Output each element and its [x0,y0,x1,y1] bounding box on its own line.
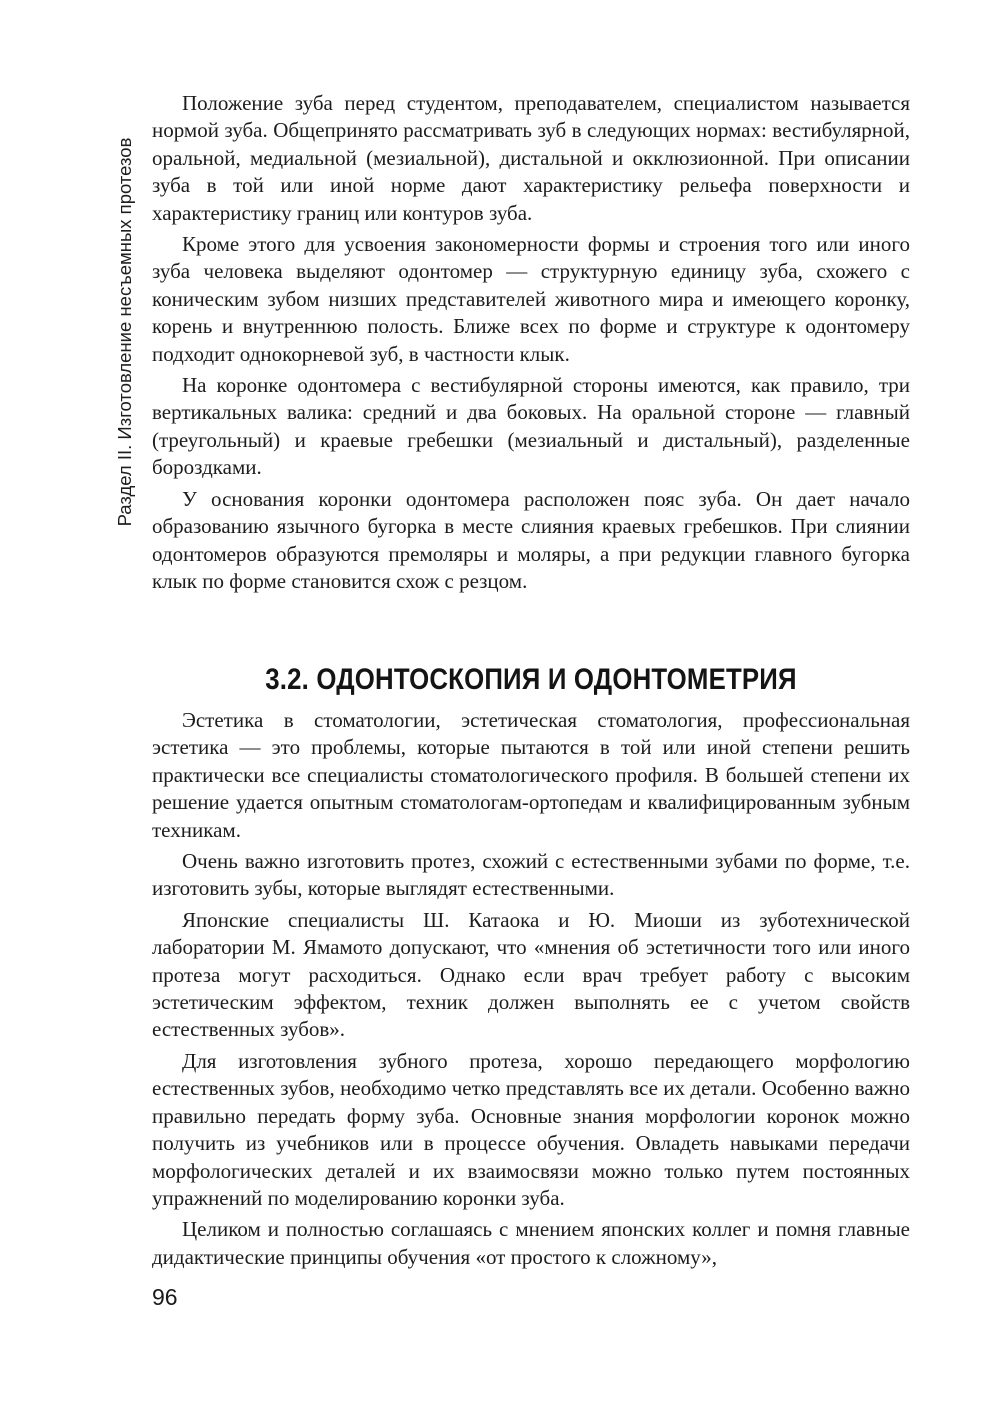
paragraph: Положение зуба перед студентом, преподавателем, специалистом называется нормой зуба. Общепринято рассматривать зуб в следующих нормах: вестибулярной, оральной, медиальной (мезиальной), дистальной и окклюзионной. При описании зуба в той или иной норме дают характеристику рельефа поверхности и характеристику границ или контуров зуба. [152,91,910,225]
paragraph: На коронке одонтомера с вестибулярной стороны имеются, как правило, три вертикальных валика: средний и два боковых. На оральной стороне — главный (треугольный) и краевые гребешки (мезиальный и дистальный), разделенные бороздками. [152,373,910,480]
paragraph: Целиком и полностью соглашаясь с мнением японских коллег и помня главные дидактические принципы обучения «от простого к сложному», [152,1217,910,1269]
paragraph: Кроме этого для усвоения закономерности формы и строения того или иного зуба человека выделяют одонтомер — структурную единицу зуба, схожего с коническим зубом низших представителей животного мира и имеющего коронку, корень и внутреннюю полость. Ближе всех по форме и структуре к одонтомеру подходит однокорневой зуб, в частности клык. [152,232,910,366]
text-block-before-heading [152,90,910,599]
paragraph: У основания коронки одонтомера расположен пояс зуба. Он дает начало образованию язычного бугорка в месте слияния краевых гребешков. При слиянии одонтомеров образуются премоляры и моляры, а при редукции главного бугорка клык по форме становится схож с резцом. [152,486,910,593]
paragraph: Эстетика в стоматологии, эстетическая стоматология, профессиональная эстетика — это проблемы, которые пытаются в той или иной степени решить практически все специалисты стоматологического профиля. В большей степени их решение удается опытным стоматологам-ортопедам и квалифицированным зубным техникам. [152,708,910,842]
paragraph: Для изготовления зубного протеза, хорошо передающего морфологию естественных зубов, необходимо четко представлять все их детали. Особенно важно правильно передать форму зуба. Основные знания морфологии коронок можно получить из учебников или в процессе обучения. Овладеть навыками передачи морфологических деталей и их взаимосвязи можно только путем постоянных упражнений по моделированию коронки зуба. [152,1048,910,1210]
paragraph: Очень важно изготовить протез, схожий с естественными зубами по форме, т.е. изготовить зубы, которые выглядят естественными. [152,849,910,901]
section-heading: 3.2. ОДОНТОСКОПИЯ И ОДОНТОМЕТРИЯ [265,663,797,696]
paragraph: Японские специалисты Ш. Катаока и Ю. Миоши из зуботехнической лаборатории М. Ямамото допускают, что «мнения об эстетичности того или иного протеза могут расходиться. Однако если врач требует работу с высоким эстетическим эффектом, техник должен выполнять ее с учетом свойств естественных зубов». [152,907,910,1042]
page-number: 96 [152,1284,178,1310]
running-header-vertical: Раздел II. Изготовление несъемных протезов [114,137,135,527]
text-block-after-heading [152,707,910,1275]
